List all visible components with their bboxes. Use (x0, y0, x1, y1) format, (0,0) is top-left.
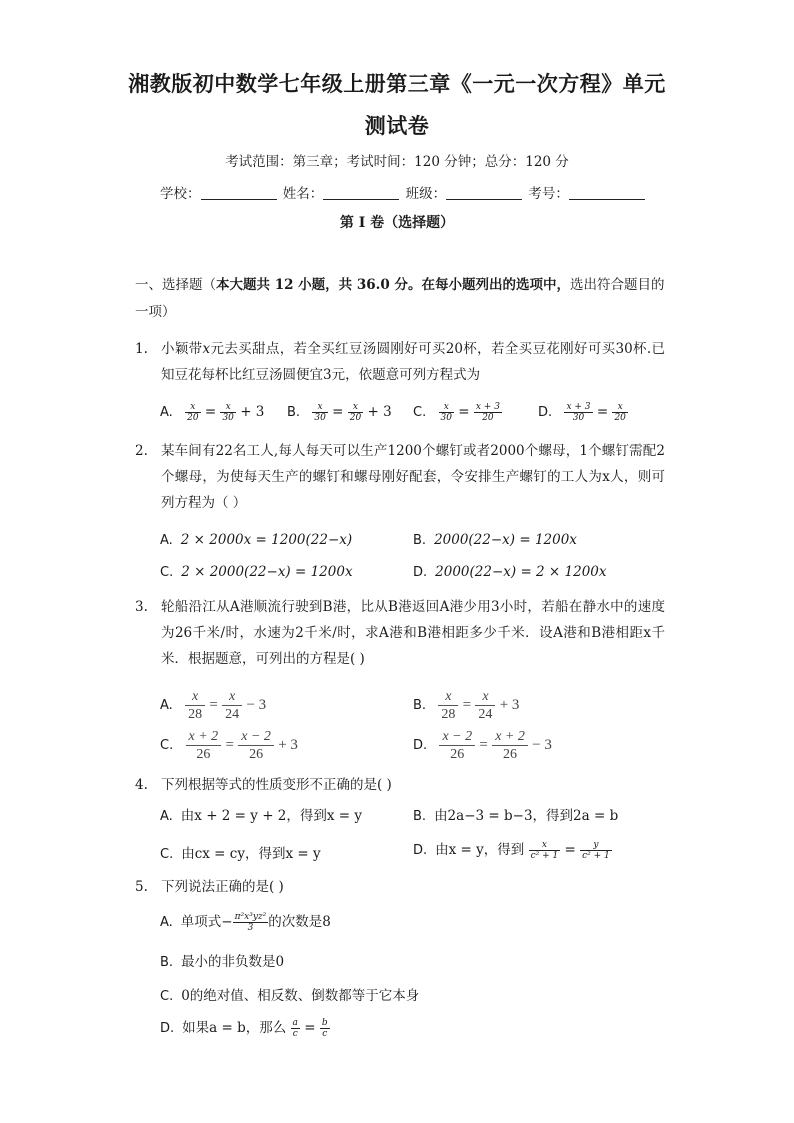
option-label: A. (160, 533, 173, 548)
equals: = (304, 1020, 316, 1036)
name-label: 姓名： (282, 186, 324, 202)
q3-option-d[interactable] (413, 728, 552, 763)
exam-title-line1: 湘教版初中数学七年级上册第三章《一元一次方程》单元 (128, 72, 666, 96)
name-blank[interactable] (323, 185, 399, 200)
question-stem: 轮船沿江从A港顺流行驶到B港，比从B港返回A港少用3小时，若船在静水中的速度为26千米/时，水速为2千米/时，求A港和B港相距多少千米．设A港和B港相距x千米．根据题意，可列出的方程是( ) (161, 599, 665, 667)
q5-option-c[interactable] (160, 984, 419, 1004)
fraction: $\frac{x}{20}$ (349, 402, 362, 423)
fraction: $\frac{x + 3}{30}$ (566, 402, 591, 423)
question-2 (135, 438, 665, 516)
option-label: B. (413, 533, 427, 548)
fraction: $\frac{x}{20}$ (187, 402, 199, 423)
question-number: 5. (135, 879, 148, 895)
exam-title-line2: 测试卷 (364, 114, 430, 138)
option-label: C. (413, 405, 427, 420)
question-stem: 某车间有22名工人,每人每天可以生产1200个螺钉或者2000个螺母，1个螺钉需配2个螺母，为使每天生产的螺钉和螺母刚好配套，令安排生产螺钉的工人为x人，则可列方程为（ ） (161, 443, 665, 511)
q5-option-d[interactable] (160, 1016, 330, 1039)
fraction: $\frac{x + 2}{26}$ (492, 728, 528, 763)
student-fields (160, 182, 647, 202)
option-label: B. (413, 698, 427, 713)
q3-option-c[interactable] (160, 728, 298, 763)
fraction: $\frac{x}{30}$ (222, 402, 234, 423)
option-text: 由2a−3 = b−3，得到2a = b (434, 808, 619, 824)
question-stem: 下列说法正确的是( ) (161, 879, 284, 895)
section-suffix: 选出符合题目的一项） (135, 277, 665, 320)
q5-option-b[interactable] (160, 950, 284, 970)
option-text: 由x = y，得到 (435, 842, 525, 858)
school-label: 学校： (160, 186, 201, 202)
tail: + 3 (367, 404, 392, 420)
option-label: B. (160, 955, 174, 970)
option-text: 2 × 2000x = 1200(22−x) (180, 532, 353, 548)
question-5 (135, 874, 665, 900)
option-label: C. (160, 565, 174, 580)
fraction: $\frac{x}{24}$ (475, 688, 495, 723)
equals: = (332, 404, 344, 420)
stem-var: x (202, 341, 211, 357)
q5-option-a[interactable] (160, 910, 331, 933)
question-4 (135, 772, 665, 798)
q1-option-b[interactable] (287, 402, 392, 423)
school-blank[interactable] (201, 185, 277, 200)
option-label: A. (160, 405, 173, 420)
option-text: 0的绝对值、相反数、倒数都等于它本身 (181, 988, 420, 1004)
q1-option-c[interactable] (413, 402, 502, 423)
question-number: 4. (135, 777, 148, 793)
option-label: C. (160, 847, 174, 862)
option-text: 如果a = b，那么 (182, 1020, 287, 1036)
equals: = (209, 697, 218, 713)
option-text: 的次数是8 (268, 914, 331, 930)
fraction: $\frac{a}{c}$ (292, 1018, 298, 1039)
question-stem: 下列根据等式的性质变形不正确的是( ) (161, 777, 392, 793)
tail: + 3 (240, 404, 265, 420)
question-3 (135, 594, 665, 672)
tail: + 3 (499, 697, 520, 713)
option-text: 2 × 2000(22−x) = 1200x (181, 564, 353, 580)
option-label: D. (413, 843, 428, 858)
q4-option-b[interactable] (413, 804, 618, 824)
option-text: 2000(22−x) = 1200x (434, 532, 577, 548)
q2-option-a[interactable] (160, 532, 352, 548)
class-label: 班级： (405, 186, 447, 202)
q2-option-c[interactable] (160, 564, 353, 580)
q2-option-d[interactable] (413, 564, 607, 580)
equals: = (564, 842, 576, 858)
equals: = (462, 697, 472, 713)
q4-option-a[interactable] (160, 804, 362, 824)
stem-part: 元去买甜点，若全买红豆汤圆刚好可买20杯，若全买豆花刚好可买30杯.已知豆花每杯比红豆汤圆便宜3元，依题意可列方程式为 (161, 341, 666, 383)
option-label: A. (160, 915, 173, 930)
volume-heading: 第 I 卷（选择题） (339, 215, 455, 231)
tail: + 3 (278, 737, 298, 753)
question-1 (135, 336, 665, 388)
q2-option-b[interactable] (413, 532, 577, 548)
option-text: 单项式− (180, 914, 233, 930)
option-label: D. (538, 405, 553, 420)
fraction: $\frac{y}{\text{c² + 1}}$ (582, 840, 610, 861)
class-blank[interactable] (446, 185, 522, 200)
fraction: $\frac{x}{\text{c² + 1}}$ (530, 840, 559, 861)
number-label: 考号： (528, 186, 569, 202)
fraction: $\frac{x}{30}$ (314, 402, 326, 423)
option-label: B. (413, 809, 427, 824)
exam-info: 考试范围：第三章；考试时间：120 分钟；总分：120 分 (225, 154, 569, 170)
number-blank[interactable] (569, 185, 645, 200)
fraction: $\frac{\text{π²x³yz²}}{3}$ (234, 912, 267, 933)
option-label: D. (413, 738, 428, 753)
fraction: $\frac{x - 2}{26}$ (238, 728, 274, 763)
option-label: D. (413, 565, 428, 580)
question-number: 3. (135, 599, 148, 615)
q1-option-a[interactable] (160, 402, 264, 423)
fraction: $\frac{x}{30}$ (440, 402, 452, 423)
q3-option-b[interactable] (413, 688, 519, 723)
equals: = (204, 404, 217, 420)
fraction: $\frac{x - 2}{26}$ (439, 728, 475, 763)
equals: = (596, 404, 609, 420)
fraction: $\frac{x}{24}$ (222, 688, 242, 723)
option-text: 由cx = cy，得到x = y (181, 846, 321, 862)
question-number: 1. (135, 341, 148, 357)
option-label: C. (160, 738, 174, 753)
section-heading (135, 272, 665, 326)
question-number: 2. (135, 443, 148, 459)
fraction: $\frac{x}{20}$ (614, 402, 626, 423)
fraction: $\frac{x + 2}{26}$ (186, 728, 222, 763)
equals: = (479, 737, 488, 753)
option-text: 由x + 2 = y + 2，得到x = y (180, 808, 363, 824)
stem-part: 小颖带 (161, 341, 203, 357)
tail: − 3 (532, 737, 552, 753)
equals: = (225, 737, 234, 753)
option-text: 最小的非负数是0 (181, 954, 285, 970)
fraction: $\frac{x + 3}{20}$ (475, 402, 500, 423)
q1-option-d[interactable] (538, 402, 628, 423)
option-label: D. (160, 1021, 175, 1036)
q3-option-a[interactable] (160, 688, 266, 723)
q4-option-d[interactable] (413, 838, 612, 861)
option-label: C. (160, 989, 174, 1004)
fraction: $\frac{b}{c}$ (321, 1018, 328, 1039)
option-label: B. (287, 405, 301, 420)
equals: = (458, 404, 470, 420)
section-prefix: 一、选择题（ (135, 277, 216, 293)
option-label: A. (160, 809, 173, 824)
q4-option-c[interactable] (160, 842, 321, 862)
tail: − 3 (246, 697, 267, 713)
option-label: A. (160, 698, 173, 713)
fraction: $\frac{x}{28}$ (438, 688, 458, 723)
fraction: $\frac{x}{28}$ (185, 688, 205, 723)
option-text: 2000(22−x) = 2 × 1200x (435, 564, 607, 580)
section-bold: 本大题共 12 小题，共 36.0 分。在每小题列出的选项中， (216, 277, 570, 293)
question-stem (161, 336, 665, 388)
